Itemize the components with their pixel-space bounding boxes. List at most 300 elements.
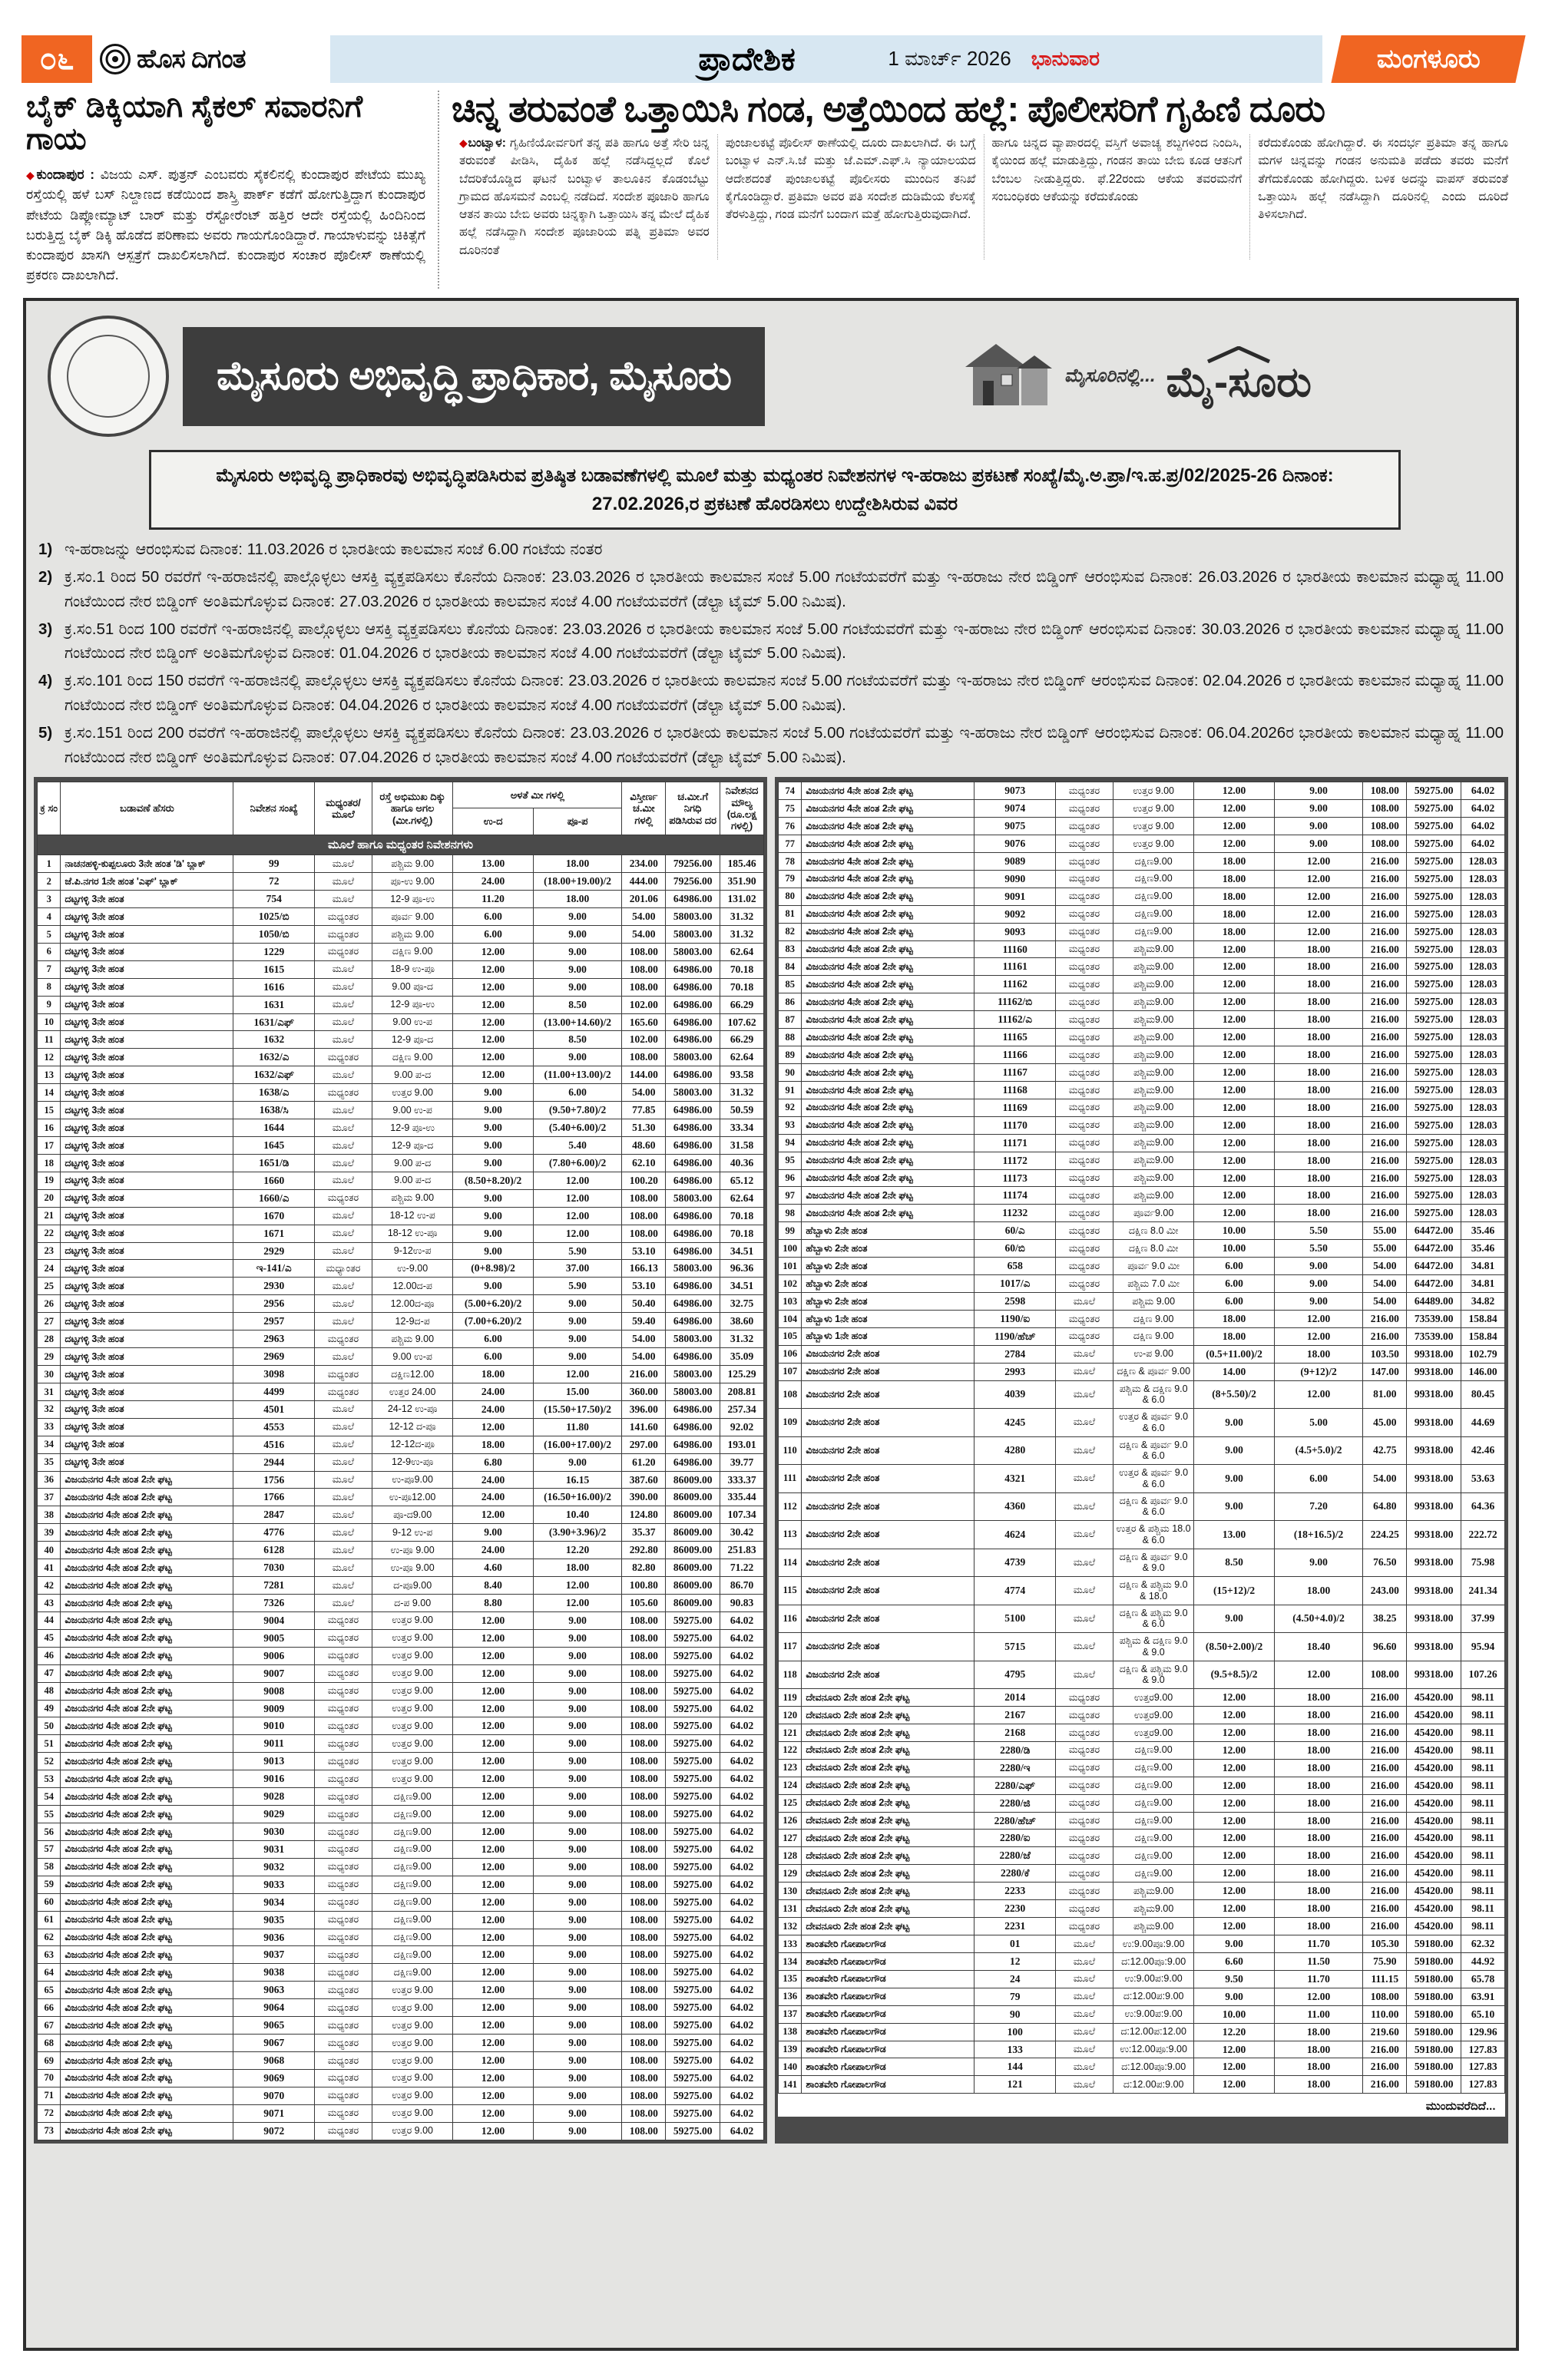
table-left-wrap: [34, 777, 767, 2143]
cell-area: 243.00: [1363, 1577, 1407, 1605]
table-row: [38, 943, 764, 960]
cell-road: ಪಶ್ಚಿಮ9.00: [1113, 976, 1193, 993]
cell-type: ಮಧ್ಯಂತರ: [314, 908, 372, 926]
col-road: ರಸ್ತೆ ಅಭಿಮುಖ ದಿಕ್ಕು ಹಾಗೂ ಅಗಲ (ಮೀ.ಗಳಲ್ಲಿ): [372, 782, 452, 835]
cell-rate: 59180.00: [1407, 2076, 1461, 2094]
cell-ud: (7.00+6.20)/2: [453, 1313, 533, 1330]
cell-value: 64.02: [1461, 782, 1505, 800]
cell-value: 64.02: [720, 2087, 764, 2104]
cell-serial: 87: [779, 1011, 802, 1029]
cell-ud: 12.00: [1194, 1205, 1274, 1222]
cell-ud: 12.00: [453, 1964, 533, 1982]
cell-site-no: 1631: [233, 996, 314, 1013]
cell-area: 76.50: [1363, 1549, 1407, 1577]
cell-ud: 10.00: [1194, 1222, 1274, 1240]
cell-type: ಮಧ್ಯಂತರ: [1055, 1116, 1113, 1134]
cell-serial: 53: [38, 1770, 61, 1788]
cell-serial: 54: [38, 1788, 61, 1806]
cell-pp: 18.00: [1274, 1029, 1363, 1046]
cell-type: ಮಧ್ಯಂತರ: [1055, 993, 1113, 1011]
cell-value: 64.02: [720, 1611, 764, 1629]
cell-ud: 12.00: [453, 1629, 533, 1647]
cell-rate: 64489.00: [1407, 1293, 1461, 1311]
cell-serial: 60: [38, 1893, 61, 1911]
table-row: [38, 925, 764, 943]
cell-area: 59.40: [622, 1313, 666, 1330]
cell-ud: 9.00: [453, 1278, 533, 1295]
cell-pp: 9.00: [1274, 1275, 1363, 1293]
cell-value: 64.02: [720, 1840, 764, 1858]
table-row: [38, 1911, 764, 1929]
cell-pp: 18.00: [1274, 1081, 1363, 1099]
cell-layout-name: ವಿಜಯನಗರ 4ನೇ ಹಂತ 2ನೇ ಘಟ್ಟ: [802, 818, 975, 835]
cell-ud: 6.60: [1194, 1952, 1274, 1970]
cell-serial: 124: [779, 1777, 802, 1794]
cell-pp: 18.00: [1274, 1741, 1363, 1759]
cell-site-no: 9010: [233, 1717, 314, 1735]
cell-value: 64.02: [720, 1717, 764, 1735]
edition-badge: ಮಂಗಳೂರು: [1331, 35, 1525, 83]
cell-road: ದಕ್ಷಿಣ9.00: [372, 1929, 452, 1946]
cell-area: 55.00: [1363, 1240, 1407, 1258]
table-row: [38, 1788, 764, 1806]
cell-pp: (4.5+5.0)/2: [1274, 1436, 1363, 1465]
table-row: [38, 2051, 764, 2069]
cell-site-no: 4245: [975, 1409, 1055, 1437]
cell-ud: (9.5+8.5)/2: [1194, 1661, 1274, 1689]
cell-serial: 45: [38, 1629, 61, 1647]
cell-site-no: 9065: [233, 2017, 314, 2035]
cell-site-no: 2280/ಜೆ: [975, 1847, 1055, 1865]
cell-pp: 18.00: [1274, 1883, 1363, 1900]
cell-type: ಮಧ್ಯಂತರ: [314, 1893, 372, 1911]
cell-area: 216.00: [1363, 1812, 1407, 1830]
cell-ud: 12.00: [1194, 976, 1274, 993]
cell-ud: 12.00: [1194, 958, 1274, 976]
cell-site-no: 9068: [233, 2051, 314, 2069]
cell-rate: 73539.00: [1407, 1310, 1461, 1327]
cell-ud: 12.00: [1194, 1812, 1274, 1830]
cell-layout-name: ವಿಜಯನಗರ 4ನೇ ಹಂತ 2ನೇ ಘಟ್ಟ: [61, 1629, 233, 1647]
cell-site-no: 9092: [975, 905, 1055, 923]
cell-ud: 12.00: [453, 1031, 533, 1049]
cell-layout-name: ವಿಜಯನಗರ 2ನೇ ಹಂತ: [802, 1492, 975, 1521]
table-row: [38, 1489, 764, 1506]
cell-road: ದಕ್ಷಿಣ9.00: [372, 1806, 452, 1823]
cell-site-no: 9037: [233, 1946, 314, 1964]
table-row: [779, 1436, 1505, 1465]
cell-road: ಉತ್ತರ 24.00: [372, 1383, 452, 1400]
cell-ud: 12.00: [453, 2017, 533, 2035]
cell-pp: 18.00: [1274, 1847, 1363, 1865]
cell-road: 12-9 ಪೂ-ಉ: [372, 996, 452, 1013]
cell-road: ಪಶ್ಚಿಮ 7.0 ಮೀ: [1113, 1275, 1193, 1293]
cell-rate: 59275.00: [666, 2051, 720, 2069]
cell-layout-name: ವಿಜಯನಗರ 4ನೇ ಹಂತ 2ನೇ ಘಟ್ಟ: [61, 1858, 233, 1876]
cell-layout-name: ದಟ್ಟಗಳ್ಳಿ 3ನೇ ಹಂತ: [61, 1137, 233, 1155]
cell-area: 216.00: [1363, 1011, 1407, 1029]
cell-area: 53.10: [622, 1242, 666, 1260]
table-row: [38, 1946, 764, 1964]
cell-rate: 64472.00: [1407, 1240, 1461, 1258]
cell-pp: 5.50: [1274, 1240, 1363, 1258]
cell-ud: 12.00: [453, 2035, 533, 2052]
cell-layout-name: ದೇವನೂರು 2ನೇ ಹಂತ 2ನೇ ಘಟ್ಟ: [802, 1830, 975, 1847]
cell-road: ಪಶ್ಚಿಮ9.00: [1113, 1029, 1193, 1046]
table-row: [38, 1982, 764, 1999]
cell-site-no: 2231: [975, 1918, 1055, 1935]
cell-ud: 12.00: [453, 960, 533, 978]
cell-type: ಮಧ್ಯಂತರ: [314, 2104, 372, 2122]
cell-value: 64.02: [720, 1999, 764, 2017]
authority-title: ಮೈಸೂರು ಅಭಿವೃದ್ಧಿ ಪ್ರಾಧಿಕಾರ, ಮೈಸೂರು: [183, 327, 765, 426]
cell-road: ದಕ್ಷಿಣ & ಪೂರ್ವ 9.0 & 6.0: [1113, 1492, 1193, 1521]
table-row: [38, 1999, 764, 2017]
cell-type: ಮಧ್ಯಂತರ: [314, 1189, 372, 1207]
cell-area: 216.00: [1363, 2058, 1407, 2076]
cell-pp: 9.00: [533, 1982, 622, 1999]
cell-ud: 12.00: [1194, 1046, 1274, 1064]
table-header-row: [38, 782, 764, 808]
cell-value: 34.81: [1461, 1258, 1505, 1275]
cell-serial: 47: [38, 1664, 61, 1682]
cell-serial: 116: [779, 1605, 802, 1633]
table-row: [38, 2104, 764, 2122]
cell-site-no: 4501: [233, 1400, 314, 1418]
cell-area: 216.00: [1363, 905, 1407, 923]
table-row: [779, 1633, 1505, 1661]
cell-serial: 28: [38, 1330, 61, 1348]
cell-rate: 99318.00: [1407, 1436, 1461, 1465]
cell-area: 216.00: [1363, 1777, 1407, 1794]
cell-rate: 64986.00: [666, 1242, 720, 1260]
cell-value: 65.10: [1461, 2005, 1505, 2023]
cell-serial: 29: [38, 1348, 61, 1366]
cell-value: 128.03: [1461, 976, 1505, 993]
cell-pp: 12.00: [1274, 870, 1363, 888]
cell-site-no: 9004: [233, 1611, 314, 1629]
cell-layout-name: ವಿಜಯನಗರ 4ನೇ ಹಂತ 2ನೇ ಘಟ್ಟ: [802, 923, 975, 940]
cell-site-no: 11172: [975, 1152, 1055, 1169]
cell-serial: 109: [779, 1409, 802, 1437]
cell-site-no: 11170: [975, 1116, 1055, 1134]
cell-layout-name: ವಿಜಯನಗರ 4ನೇ ಹಂತ 2ನೇ ಘಟ್ಟ: [61, 1964, 233, 1982]
cell-area: 216.00: [1363, 1900, 1407, 1918]
cell-pp: 18.00: [1274, 1724, 1363, 1741]
cell-site-no: 72: [233, 873, 314, 891]
cell-serial: 120: [779, 1707, 802, 1724]
cell-rate: 59275.00: [1407, 940, 1461, 958]
table-row: [38, 1189, 764, 1207]
cell-rate: 64986.00: [666, 1172, 720, 1189]
cell-area: 108.00: [622, 1770, 666, 1788]
cell-pp: 9.00: [533, 1929, 622, 1946]
cell-layout-name: ದಟ್ಟಗಳ್ಳಿ 3ನೇ ಹಂತ: [61, 1172, 233, 1189]
cell-type: ಮಧ್ಯಂತರ: [1055, 905, 1113, 923]
cell-area: 108.00: [622, 2104, 666, 2122]
cell-area: 216.00: [1363, 1794, 1407, 1812]
cell-area: 216.00: [1363, 1029, 1407, 1046]
cell-serial: 67: [38, 2017, 61, 2035]
cell-rate: 59275.00: [1407, 800, 1461, 818]
cell-layout-name: ವಿಜಯನಗರ 4ನೇ ಹಂತ 2ನೇ ಘಟ್ಟ: [61, 1735, 233, 1753]
cell-area: 166.13: [622, 1260, 666, 1278]
cell-pp: 9.00: [533, 943, 622, 960]
cell-ud: 12.00: [453, 1753, 533, 1770]
cell-pp: 12.00: [533, 1577, 622, 1595]
cell-area: 216.00: [1363, 1081, 1407, 1099]
cell-site-no: 9069: [233, 2069, 314, 2087]
cell-rate: 99318.00: [1407, 1409, 1461, 1437]
cell-ud: 18.00: [453, 1436, 533, 1453]
cell-type: ಮಧ್ಯಂತರ: [1055, 852, 1113, 870]
cell-ud: 12.00: [453, 2087, 533, 2104]
cell-serial: 7: [38, 960, 61, 978]
cell-ud: 8.40: [453, 1577, 533, 1595]
cell-type: ಮೂಲೆ: [314, 1119, 372, 1137]
cell-type: ಮಧ್ಯಂತರ: [1055, 1830, 1113, 1847]
cell-road: ಪಶ್ಚಿಮ9.00: [1113, 1116, 1193, 1134]
cell-site-no: 2230: [975, 1900, 1055, 1918]
article-bike-accident: [26, 91, 438, 289]
cell-type: ಮಧ್ಯಂತರ: [1055, 1029, 1113, 1046]
cell-serial: 113: [779, 1521, 802, 1549]
table-row: [38, 978, 764, 996]
cell-pp: 11.80: [533, 1418, 622, 1436]
cell-type: ಮಧ್ಯಂತರ: [314, 1982, 372, 1999]
cell-road: 12-9 ಪೂ-ದ: [372, 1137, 452, 1155]
cell-ud: 9.00: [453, 1137, 533, 1155]
table-row: [38, 1577, 764, 1595]
col-pp: ಪೂ-ಪ: [533, 808, 622, 835]
cell-area: 108.00: [622, 1823, 666, 1840]
cell-ud: 12.00: [453, 1911, 533, 1929]
cell-serial: 42: [38, 1577, 61, 1595]
cell-site-no: 11165: [975, 1029, 1055, 1046]
cell-site-no: 4739: [975, 1549, 1055, 1577]
cell-road: ಉತ್ತರ 9.00: [372, 1682, 452, 1700]
cell-serial: 94: [779, 1134, 802, 1152]
cell-area: 216.00: [1363, 1064, 1407, 1082]
cell-pp: 9.00: [533, 1946, 622, 1964]
my-suru-logo: ಮೈ-ಸೂರು: [1166, 346, 1312, 407]
cell-serial: 125: [779, 1794, 802, 1812]
cell-type: ಮಧ್ಯಂತರ: [314, 1770, 372, 1788]
cell-value: 64.02: [720, 1700, 764, 1717]
table-row: [38, 1506, 764, 1524]
cell-type: ಮೂಲೆ: [1055, 1970, 1113, 1988]
cell-layout-name: ನಾಚನಹಳ್ಳಿ-ಕುಪ್ಪಲೂರು 3ನೇ ಹಂತ 'ಡಿ' ಬ್ಲಾಕ್: [61, 855, 233, 873]
article-gold-complaint: [438, 88, 1516, 289]
cell-ud: 12.00: [453, 1717, 533, 1735]
cell-road: ಪಶ್ಚಿಮ9.00: [1113, 993, 1193, 1011]
cell-value: 64.02: [720, 1806, 764, 1823]
cell-rate: 73539.00: [1407, 1327, 1461, 1345]
cell-value: 34.81: [1461, 1275, 1505, 1293]
cell-type: ಮೂಲೆ: [314, 1102, 372, 1119]
table-row: [38, 1242, 764, 1260]
cell-site-no: 9090: [975, 870, 1055, 888]
cell-layout-name: ದಟ್ಟಗಳ್ಳಿ 3ನೇ ಹಂತ: [61, 1119, 233, 1137]
cell-ud: 12.00: [1194, 1777, 1274, 1794]
cell-serial: 59: [38, 1876, 61, 1893]
col-layout: ಬಡಾವಣೆ ಹೆಸರು: [61, 782, 233, 835]
cell-site-no: 60/ಎ: [975, 1222, 1055, 1240]
cell-value: 42.46: [1461, 1436, 1505, 1465]
cell-layout-name: ದೇವನೂರು 2ನೇ ಹಂತ 2ನೇ ಘಟ್ಟ: [802, 1794, 975, 1812]
table-row: [779, 1865, 1505, 1883]
cell-site-no: 9009: [233, 1700, 314, 1717]
cell-pp: 18.00: [1274, 1794, 1363, 1812]
cell-road: ಉ-ಪೂ12.00: [372, 1489, 452, 1506]
table-row: [779, 1812, 1505, 1830]
cell-area: 216.00: [1363, 1830, 1407, 1847]
cell-pp: 18.00: [1274, 940, 1363, 958]
cell-value: 80.45: [1461, 1380, 1505, 1409]
cell-rate: 45420.00: [1407, 1707, 1461, 1724]
cell-ud: 12.00: [1194, 1724, 1274, 1741]
cell-serial: 20: [38, 1189, 61, 1207]
table-row: [779, 1777, 1505, 1794]
cell-layout-name: ವಿಜಯನಗರ 2ನೇ ಹಂತ: [802, 1605, 975, 1633]
cell-rate: 45420.00: [1407, 1724, 1461, 1741]
table-row: [779, 2041, 1505, 2058]
cell-site-no: 9070: [233, 2087, 314, 2104]
table-row: [779, 1492, 1505, 1521]
cell-value: 95.94: [1461, 1633, 1505, 1661]
cell-pp: 11.70: [1274, 1935, 1363, 1953]
cell-type: ಮಧ್ಯಂತರ: [314, 1858, 372, 1876]
cell-serial: 34: [38, 1436, 61, 1453]
cell-value: 70.18: [720, 978, 764, 996]
cell-type: ಮೂಲೆ: [314, 1013, 372, 1031]
cell-road: ದ:12.00ಪೂ:9.00: [1113, 2058, 1193, 2076]
cell-site-no: 11167: [975, 1064, 1055, 1082]
cell-rate: 58003.00: [666, 1383, 720, 1400]
cell-pp: 9.00: [533, 1330, 622, 1348]
cell-value: 75.98: [1461, 1549, 1505, 1577]
cell-area: 54.00: [622, 925, 666, 943]
table-row: [779, 1759, 1505, 1777]
cell-layout-name: ವಿಜಯನಗರ 4ನೇ ಹಂತ 2ನೇ ಘಟ್ಟ: [802, 800, 975, 818]
cell-serial: 131: [779, 1900, 802, 1918]
cell-pp: 11.00: [1274, 2005, 1363, 2023]
cell-value: 63.91: [1461, 1988, 1505, 2005]
cell-ud: 12.00: [1194, 1169, 1274, 1187]
table-row: [779, 1081, 1505, 1099]
cell-rate: 59275.00: [1407, 1029, 1461, 1046]
cell-area: 292.80: [622, 1542, 666, 1559]
cell-layout-name: ವಿಜಯನಗರ 4ನೇ ಹಂತ 2ನೇ ಘಟ್ಟ: [61, 1823, 233, 1840]
cell-value: 66.29: [720, 996, 764, 1013]
cell-type: ಮಧ್ಯಂತರ: [1055, 835, 1113, 853]
cell-layout-name: ದೇವನೂರು 2ನೇ ಹಂತ 2ನೇ ಘಟ್ಟ: [802, 1847, 975, 1865]
cell-type: ಮಧ್ಯಂತರ: [314, 1700, 372, 1717]
cell-area: 216.00: [622, 1366, 666, 1383]
cell-type: ಮಧ್ಯಂತರ: [1055, 1777, 1113, 1794]
cell-layout-name: ವಿಜಯನಗರ 4ನೇ ಹಂತ 2ನೇ ಘಟ್ಟ: [61, 2051, 233, 2069]
cell-layout-name: ದಟ್ಟಗಳ್ಳಿ 3ನೇ ಹಂತ: [61, 1049, 233, 1066]
cell-site-no: 4321: [975, 1465, 1055, 1493]
table-row: [779, 1011, 1505, 1029]
cell-ud: 9.50: [1194, 1970, 1274, 1988]
cell-rate: 86009.00: [666, 1506, 720, 1524]
table-row: [38, 1278, 764, 1295]
cell-pp: 18.00: [1274, 1577, 1363, 1605]
cell-type: ಮಧ್ಯಂತರ: [314, 1911, 372, 1929]
cell-serial: 73: [38, 2122, 61, 2140]
cell-ud: 10.00: [1194, 1240, 1274, 1258]
table-row: [779, 905, 1505, 923]
cell-rate: 58003.00: [666, 1189, 720, 1207]
cell-type: ಮಧ್ಯಂತರ: [314, 1611, 372, 1629]
cell-road: ದಕ್ಷಿಣ9.00: [1113, 1794, 1193, 1812]
cell-pp: 18.00: [1274, 1011, 1363, 1029]
item-text: ಕ್ರ.ಸಂ.51 ರಿಂದ 100 ರವರೆಗೆ ಇ-ಹರಾಜಿನಲ್ಲಿ ಪಾಲ್ಗೊಳ್ಳಲು ಆಸಕ್ತಿ ವ್ಯಕ್ತಪಡಿಸಲು ಕೊನೆಯ ದಿನಾಂಕ: 23.03.2026 ರ ಭಾರತೀಯ ಕಾಲಮಾನ ಸಂಜೆ 5.00 ಗಂಟೆಯವರೆಗೆ ಮತ್ತು ಇ-ಹರಾಜು ನೇರ ಬಿಡ್ಡಿಂಗ್ ಆರಂಭಿಸುವ ದಿನಾಂಕ: 30.03.2026 ರ ಭಾರತೀಯ ಕಾಲಮಾನ ಮಧ್ಯಾಹ್ನ 11.00 ಗಂಟೆಯಿಂದ ನೇರ ಬಿಡ್ಡಿಂಗ್ ಅಂತಿಮಗೊಳ್ಳುವ ದಿನಾಂಕ: 01.04.2026 ರ ಭಾರತೀಯ ಕಾಲಮಾನ ಸಂಜೆ 4.00 ಗಂಟೆಯವರೆಗೆ (ಡೆಲ್ಟಾ ಟೈಮ್ 5.00 ನಿಮಿಷ).: [65, 620, 1504, 663]
cell-rate: 45420.00: [1407, 1759, 1461, 1777]
cell-rate: 64986.00: [666, 891, 720, 908]
cell-site-no: 9091: [975, 888, 1055, 905]
cell-site-no: 1670: [233, 1207, 314, 1225]
cell-pp: 18.40: [1274, 1633, 1363, 1661]
cell-site-no: 2784: [975, 1345, 1055, 1363]
masthead-title: ಹೊಸ ದಿಗಂತ: [137, 44, 246, 74]
cell-road: ದಕ್ಷಿಣ9.00: [372, 1858, 452, 1876]
cell-ud: 9.00: [453, 1154, 533, 1172]
cell-rate: 64472.00: [1407, 1222, 1461, 1240]
cell-pp: 10.40: [533, 1506, 622, 1524]
cell-rate: 59275.00: [666, 1911, 720, 1929]
cell-road: ಪಶ್ಚಿಮ9.00: [1113, 1900, 1193, 1918]
cell-pp: 9.00: [533, 1682, 622, 1700]
cell-serial: 127: [779, 1830, 802, 1847]
cell-ud: (8.50+8.20)/2: [453, 1172, 533, 1189]
cell-ud: 9.00: [453, 1225, 533, 1242]
cell-value: 128.03: [1461, 905, 1505, 923]
cell-rate: 45420.00: [1407, 1865, 1461, 1883]
cell-site-no: 7326: [233, 1594, 314, 1611]
continued-label: ಮುಂದುವರೆದಿದೆ...: [1425, 2100, 1496, 2114]
cell-serial: 9: [38, 996, 61, 1013]
cell-site-no: 9075: [975, 818, 1055, 835]
schedule-item: [38, 537, 1504, 562]
cell-rate: 45420.00: [1407, 1918, 1461, 1935]
cell-serial: 112: [779, 1492, 802, 1521]
cell-type: ಮಧ್ಯಾಂತರ: [314, 1260, 372, 1278]
cell-pp: 9.00: [533, 1964, 622, 1982]
cell-type: ಮೂಲೆ: [314, 1154, 372, 1172]
table-row: [38, 1682, 764, 1700]
cell-type: ಮೂಲೆ: [1055, 1988, 1113, 2005]
cell-type: ಮೂಲೆ: [1055, 1952, 1113, 1970]
cell-type: ಮಧ್ಯಂತರ: [1055, 1187, 1113, 1205]
cell-serial: 51: [38, 1735, 61, 1753]
cell-ud: 12.00: [453, 1066, 533, 1084]
cell-serial: 86: [779, 993, 802, 1011]
cell-layout-name: ದೇವನೂರು 2ನೇ ಹಂತ 2ನೇ ಘಟ್ಟ: [802, 1900, 975, 1918]
cell-rate: 99318.00: [1407, 1633, 1461, 1661]
cell-value: 64.02: [720, 2051, 764, 2069]
cell-pp: 18.00: [1274, 1865, 1363, 1883]
table-row: [38, 1066, 764, 1084]
cell-ud: 6.00: [453, 1348, 533, 1366]
muda-seal-icon: [48, 316, 169, 437]
cell-rate: 59275.00: [666, 1982, 720, 1999]
cell-pp: 18.00: [1274, 1099, 1363, 1116]
cell-pp: 9.00: [1274, 818, 1363, 835]
cell-value: 35.46: [1461, 1240, 1505, 1258]
cell-type: ಮೂಲೆ: [314, 978, 372, 996]
